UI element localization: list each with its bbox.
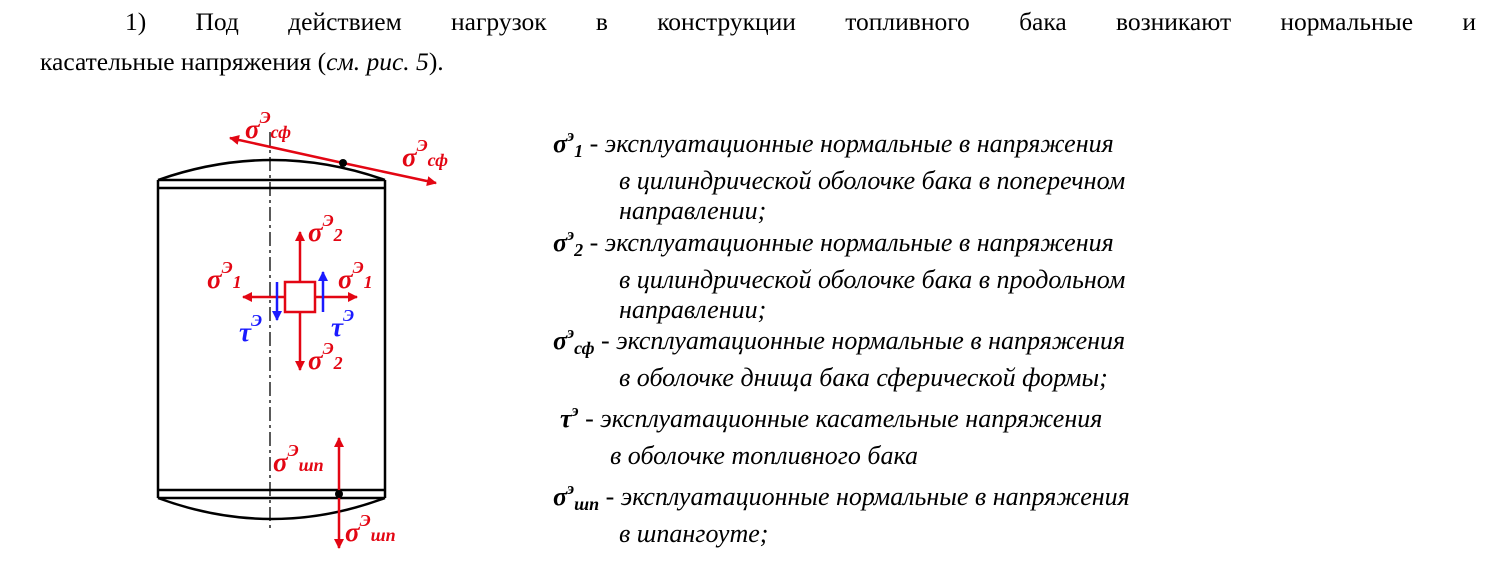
label-sigma-shp-bottom: $\sigma^Э_{шп}$ [345,511,396,547]
legend-sigma-1: $\sigma^э_1$ - эксплуатационные нормальные в напряжения в цилиндрической оболочке бака в поперечном направлении; [553,126,1126,225]
label-sigma-sf-right: $\sigma^Э_{сф}$ [402,136,449,172]
label-sigma-2-bottom: $\sigma^Э_2$ [308,339,343,375]
label-sigma-1-left: $\sigma^Э_1$ [207,258,242,294]
top-dome [158,160,385,180]
intro-line-1: 1) Под действием нагрузок в конструкции топливного бака возникают нормальные и [125,7,1476,36]
stress-element [285,282,315,312]
label-sigma-sf-left: $\sigma^Э_{сф}$ [245,108,292,144]
legend-tau: $\tau^э$ - эксплуатационные касательные напряжения в оболочке топливного бака [560,401,1103,470]
figure-reference: см. рис. 5 [326,47,429,76]
label-tau-right: $\tau^Э$ [331,306,355,342]
bottom-dome [158,498,385,519]
frame-point [335,490,343,498]
label-sigma-2-top: $\sigma^Э_2$ [308,211,343,247]
intro-line-2: касательные напряжения (см. рис. 5). [40,47,444,76]
legend-sigma-shp: $\sigma^э_{шп}$ - эксплуатационные нормальные в напряжения в шпангоуте; [553,479,1130,548]
label-tau-left: $\tau^Э$ [239,311,263,347]
fuel-tank-diagram [0,0,520,574]
legend-sigma-sf: $\sigma^э_{сф}$ - эксплуатационные нормальные в напряжения в оболочке днища бака сферической формы; [553,323,1126,392]
label-sigma-1-right: $\sigma^Э_1$ [338,258,373,294]
label-sigma-shp-top: $\sigma^Э_{шп}$ [273,441,324,477]
legend-sigma-2: $\sigma^э_2$ - эксплуатационные нормальные в напряжения в цилиндрической оболочке бака в продольном направлении; [553,225,1126,324]
tank-outline [158,160,385,519]
sphere-point [339,159,347,167]
